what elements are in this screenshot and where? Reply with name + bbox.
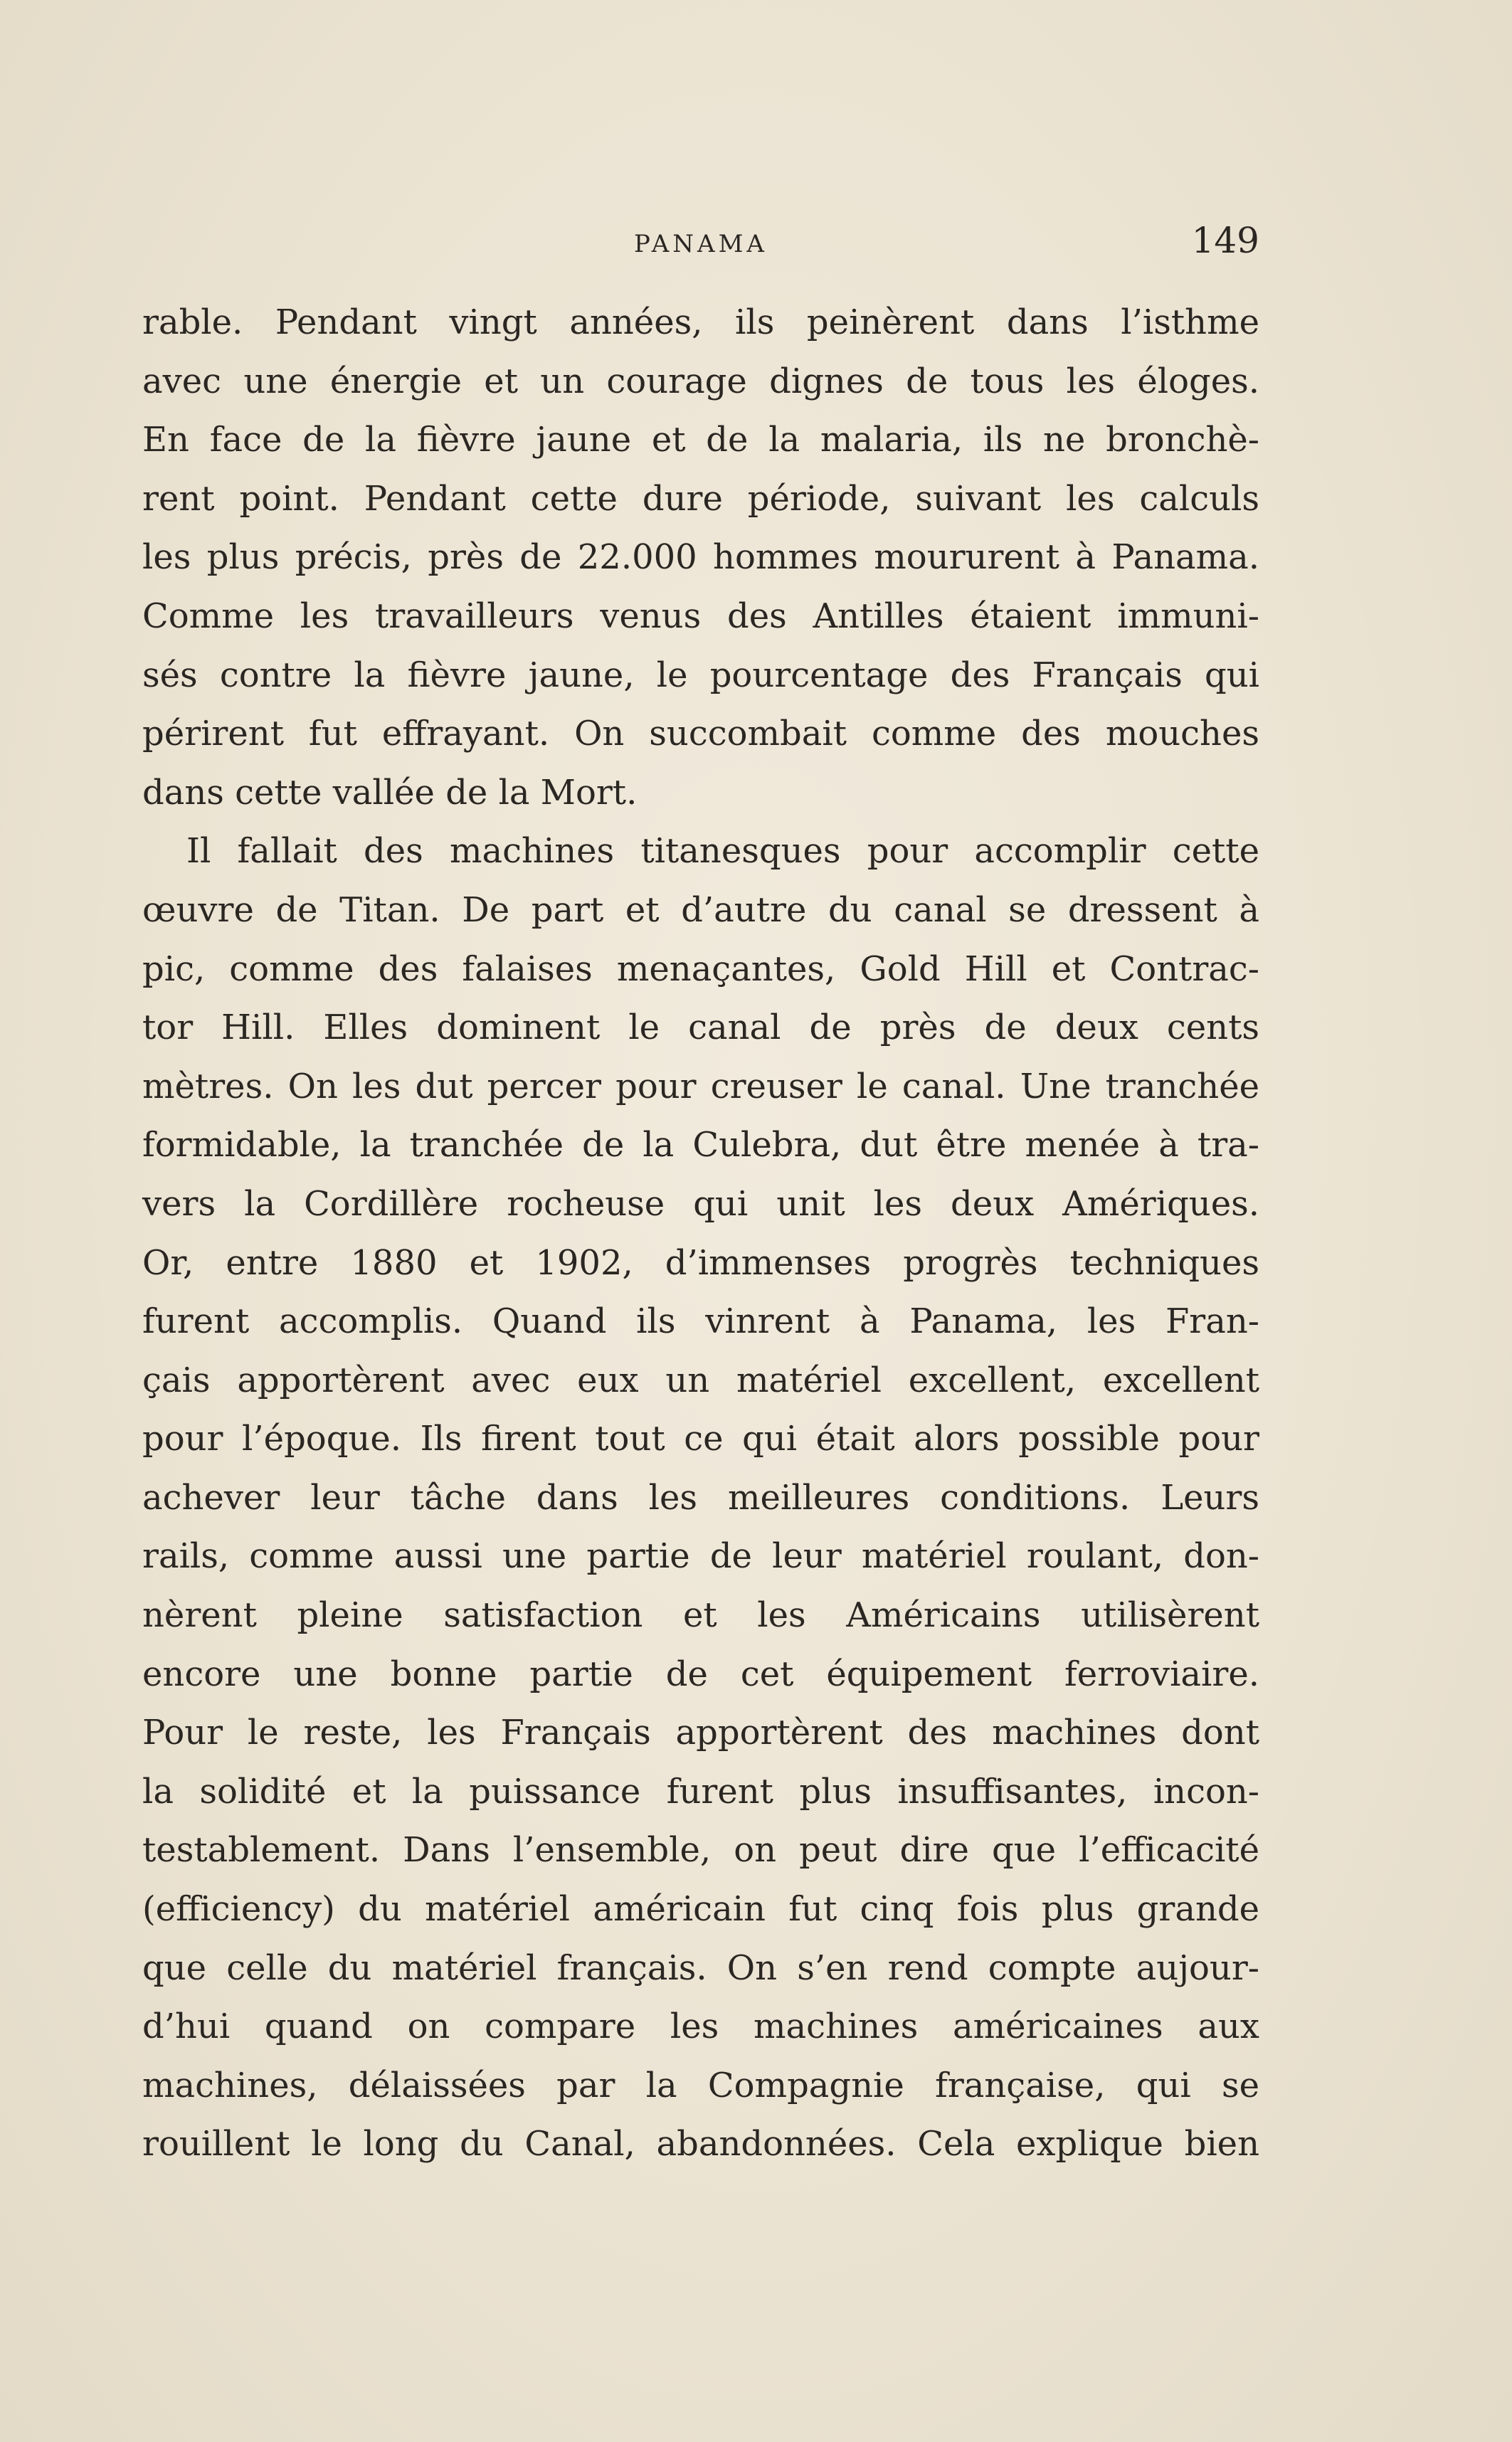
- text-line: çais apportèrent avec eux un matériel excellent, excellent: [142, 1360, 1259, 1400]
- text-line: périrent fut effrayant. On succombait comme des mouches: [142, 714, 1259, 754]
- text-line: rails, comme aussi une partie de leur matériel roulant, don-: [142, 1536, 1259, 1577]
- text-line: furent accomplis. Quand ils vinrent à Panama, les Fran-: [142, 1301, 1259, 1342]
- text-line: pic, comme des falaises menaçantes, Gold Hill et Contrac-: [142, 948, 1259, 989]
- text-line: En face de la fièvre jaune et de la malaria, ils ne bronchè-: [142, 420, 1259, 460]
- text-line: nèrent pleine satisfaction et les Américains utilisèrent: [142, 1595, 1259, 1636]
- text-line: rouillent le long du Canal, abandonnées. Cela explique bien: [142, 2124, 1259, 2164]
- text-line: Pour le reste, les Français apportèrent des machines dont: [142, 1713, 1259, 1753]
- text-line: machines, délaissées par la Compagnie française, qui se: [142, 2065, 1259, 2105]
- text-line: œuvre de Titan. De part et d’autre du canal se dressent à: [142, 889, 1259, 930]
- text-line: (efficiency) du matériel américain fut cinq fois plus grande: [142, 1889, 1259, 1930]
- text-line: pour l’époque. Ils firent tout ce qui était alors possible pour: [142, 1419, 1259, 1459]
- text-line: testablement. Dans l’ensemble, on peut dire que l’efficacité: [142, 1830, 1259, 1871]
- running-head: PANAMA: [634, 230, 768, 258]
- text-line: Comme les travailleurs venus des Antilles étaient immuni-: [142, 596, 1259, 636]
- text-line: achever leur tâche dans les meilleures conditions. Leurs: [142, 1477, 1259, 1518]
- text-line: que celle du matériel français. On s’en rend compte aujour-: [142, 1947, 1259, 1988]
- text-line: tor Hill. Elles dominent le canal de près de deux cents: [142, 1008, 1259, 1048]
- text-line: rent point. Pendant cette dure période, suivant les calculs: [142, 478, 1259, 519]
- text-line: Or, entre 1880 et 1902, d’immenses progrès techniques: [142, 1242, 1259, 1283]
- text-line: formidable, la tranchée de la Culebra, dut être menée à tra-: [142, 1125, 1259, 1166]
- text-line: mètres. On les dut percer pour creuser le canal. Une tranchée: [142, 1066, 1259, 1106]
- text-line: sés contre la fièvre jaune, le pourcentage des Français qui: [142, 655, 1259, 695]
- text-line: les plus précis, près de 22.000 hommes moururent à Panama.: [142, 537, 1259, 578]
- text-line: rable. Pendant vingt années, ils peinèrent dans l’isthme: [142, 302, 1259, 342]
- page-number: 149: [1191, 220, 1259, 261]
- page-header: [142, 217, 1259, 274]
- body-text: [142, 293, 1259, 2174]
- text-line: encore une bonne partie de cet équipement ferroviaire.: [142, 1654, 1259, 1694]
- text-line: la solidité et la puissance furent plus insuffisantes, incon-: [142, 1771, 1259, 1812]
- text-line: vers la Cordillère rocheuse qui unit les deux Amériques.: [142, 1183, 1259, 1224]
- text-line: Il fallait des machines titanesques pour accomplir cette: [186, 831, 1259, 872]
- text-line: dans cette vallée de la Mort.: [142, 772, 638, 813]
- text-line: avec une énergie et un courage dignes de tous les éloges.: [142, 361, 1259, 401]
- text-line: d’hui quand on compare les machines américaines aux: [142, 2007, 1259, 2047]
